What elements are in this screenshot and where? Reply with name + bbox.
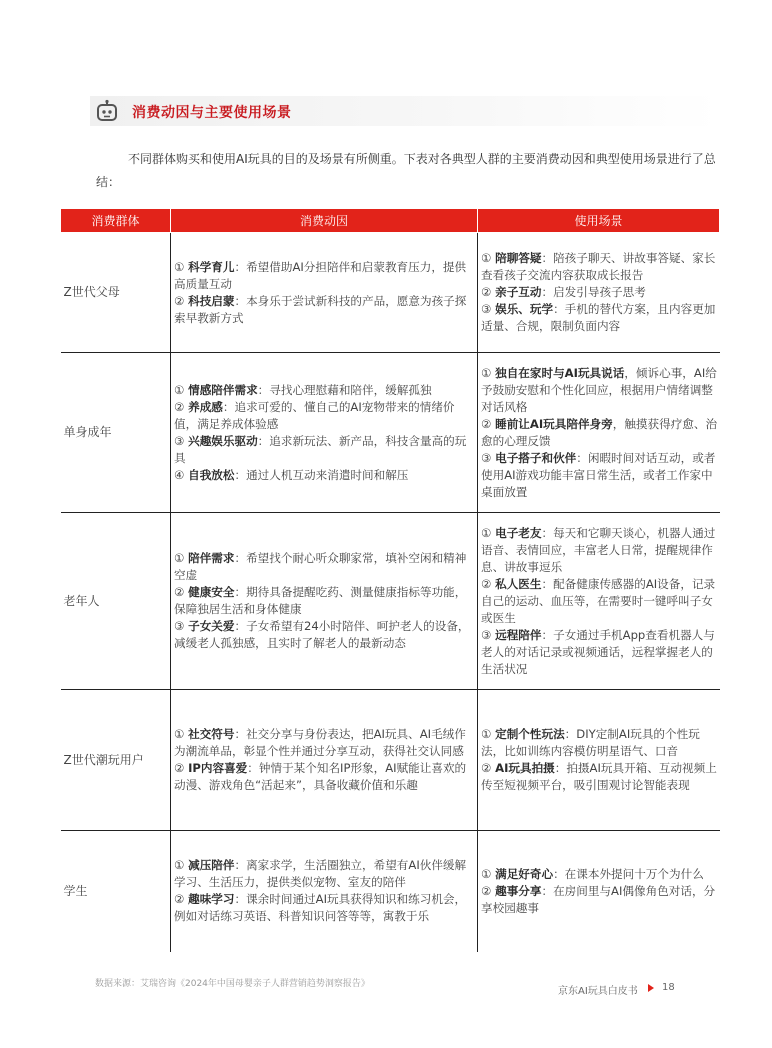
table-header-row [61, 209, 720, 233]
motive-scene-table [60, 208, 720, 952]
scene-item [481, 525, 718, 576]
item-number: ① [174, 259, 185, 274]
motive-item [174, 433, 475, 467]
motive-cell [171, 690, 478, 831]
item-title: 减压陪伴 [188, 858, 235, 873]
item-title: 远程陪伴 [495, 627, 542, 642]
motive-item [174, 550, 475, 584]
scene-cell [478, 353, 720, 513]
motive-item [174, 259, 475, 293]
section-header [90, 96, 720, 126]
scene-item [481, 627, 718, 678]
scene-item [481, 883, 718, 917]
item-text: ：手机的替代方案，且内容更加适量、合规，限制负面内容 [481, 302, 716, 333]
item-text: ，倾诉心事，AI给予鼓励安慰和个性化回应，根据用户情绪调整对话风格 [481, 365, 717, 414]
item-number: ② [174, 585, 185, 599]
group-cell: 单身成年 [61, 353, 171, 513]
item-text: ：拍摄AI玩具开箱、互动视频上传至短视频平台，吸引围观讨论智能表现 [481, 761, 717, 792]
motive-item [174, 891, 475, 925]
table-row [61, 353, 720, 513]
item-title: 自我放松 [188, 467, 235, 482]
motive-cell [171, 831, 478, 952]
group-cell: Z世代父母 [61, 233, 171, 353]
item-text: ：本身乐于尝试新科技的产品，愿意为孩子探索早教新方式 [174, 293, 467, 325]
scene-item [481, 866, 718, 883]
scene-item [481, 760, 718, 794]
play-arrow-icon [648, 984, 654, 992]
item-title: 趣事分享 [495, 883, 542, 898]
item-text: ：子女希望有24小时陪伴、呵护老人的设备，减缓老人孤独感，且实时了解老人的最新动态 [174, 619, 470, 650]
item-number: ② [481, 285, 492, 299]
item-text: ：子女通过手机App查看机器人与老人的对话记录或视频通话，远程掌握老人的生活状况 [481, 627, 715, 676]
item-title: AI玩具拍摄 [495, 761, 555, 775]
scene-item [481, 284, 718, 301]
item-text: ：离家求学，生活圈独立，希望有AI伙伴缓解学习、生活压力，提供类似宠物、室友的陪伴 [174, 858, 467, 890]
item-number: ④ [174, 467, 185, 482]
item-number: ① [481, 365, 492, 380]
item-text: ：社交分享与身份表达，把AI玩具、AI毛绒作为潮流单品，彰显个性并通过分享互动，获得社交认同感 [174, 727, 466, 758]
item-number: ① [174, 727, 185, 741]
item-number: ① [481, 525, 492, 540]
item-title: IP内容喜爱 [188, 761, 248, 775]
item-text: ：希望借助AI分担陪伴和启蒙教育压力，提供高质量互动 [174, 259, 467, 291]
item-number: ② [481, 416, 492, 431]
item-text: ：课余时间通过AI玩具获得知识和练习机会，例如对话练习英语、科普知识问答等等，寓教于乐 [174, 892, 467, 924]
section-title: 消费动因与主要使用场景 [132, 105, 292, 121]
item-text: ：通过人机互动来消遣时间和解压 [234, 467, 409, 482]
motive-item [174, 857, 475, 891]
scene-item [481, 726, 718, 760]
motive-cell [171, 233, 478, 353]
item-text: ：在房间里与AI偶像角色对话，分享校园趣事 [481, 883, 716, 915]
item-title: 定制个性玩法 [495, 727, 565, 741]
header-scene: 使用场景 [478, 209, 720, 233]
table-row [61, 690, 720, 831]
item-title: 电子搭子和伙伴 [495, 450, 577, 465]
item-number: ② [174, 892, 185, 907]
motive-item [174, 399, 475, 433]
item-number: ① [481, 727, 492, 741]
motive-cell [171, 353, 478, 513]
item-number: ② [174, 399, 185, 414]
motive-item [174, 467, 475, 484]
scene-cell [478, 513, 720, 690]
header-motive: 消费动因 [171, 209, 478, 233]
item-title: 趣味学习 [188, 892, 235, 907]
motive-cell [171, 513, 478, 690]
motive-item [174, 760, 475, 794]
motive-item [174, 382, 475, 399]
item-number: ③ [174, 433, 185, 448]
item-text: ：配备健康传感器的AI设备，记录自己的运动、血压等，在需要时一键呼叫子女或医生 [481, 576, 716, 625]
item-title: 陪聊答疑 [495, 251, 542, 265]
item-title: 健康安全 [188, 585, 235, 599]
group-cell: 学生 [61, 831, 171, 952]
item-text: ：闲暇时间对话互动，或者使用AI游戏功能丰富日常生活，或者工作家中桌面放置 [481, 450, 716, 499]
scene-item [481, 365, 718, 416]
item-number: ① [481, 251, 492, 265]
item-title: 科技启蒙 [188, 293, 235, 308]
scene-item [481, 450, 718, 501]
item-title: 私人医生 [495, 576, 542, 591]
item-text: ：希望找个耐心听众聊家常，填补空闲和精神空虚 [174, 551, 467, 582]
item-title: 满足好奇心 [495, 866, 554, 881]
item-title: 科学育儿 [188, 259, 235, 274]
group-cell: Z世代潮玩用户 [61, 690, 171, 831]
item-text: ：追求可爱的、懂自己的AI宠物带来的情绪价值，满足养成体验感 [174, 399, 455, 431]
item-text: ：陪孩子聊天、讲故事答疑、家长查看孩子交流内容获取成长报告 [481, 251, 716, 282]
item-title: 养成感 [188, 399, 223, 414]
motive-item [174, 726, 475, 760]
scene-item [481, 416, 718, 450]
item-text: ：DIY定制AI玩具的个性玩法，比如训练内容模仿明星语气、口音 [481, 727, 700, 758]
item-text: ：寻找心理慰藉和陪伴，缓解孤独 [257, 382, 432, 397]
item-number: ① [174, 858, 185, 873]
item-title: 娱乐、玩学 [495, 302, 554, 316]
item-title: 兴趣娱乐驱动 [188, 433, 258, 448]
table-row [61, 831, 720, 952]
intro-paragraph: 不同群体购买和使用AI玩具的目的及场景有所侧重。下表对各典型人群的主要消费动因和典型使用场景进行了总结： [96, 152, 716, 189]
item-title: 亲子互动 [495, 285, 542, 299]
motive-item [174, 293, 475, 327]
table-row [61, 233, 720, 353]
header-group: 消费群体 [61, 209, 171, 233]
item-number: ③ [174, 619, 185, 633]
scene-cell [478, 690, 720, 831]
scene-item [481, 301, 718, 335]
motive-item [174, 584, 475, 618]
item-number: ② [481, 883, 492, 898]
item-number: ② [481, 576, 492, 591]
item-number: ② [174, 293, 185, 308]
group-cell: 老年人 [61, 513, 171, 690]
item-text: ：追求新玩法、新产品，科技含量高的玩具 [174, 433, 467, 465]
data-source: 数据来源：艾瑞咨询《2024年中国母婴亲子人群营销趋势洞察报告》 [95, 979, 370, 989]
item-text: ：启发引导孩子思考 [541, 285, 646, 299]
item-text: ：钟情于某个知名IP形象，AI赋能让喜欢的动漫、游戏角色“活起来”，具备收藏价值和乐趣 [174, 761, 467, 792]
item-title: 社交符号 [188, 727, 235, 741]
item-title: 子女关爱 [188, 619, 235, 633]
item-text: ：在课本外提问十万个为什么 [553, 866, 704, 881]
scene-item [481, 250, 718, 284]
table-row [61, 513, 720, 690]
item-number: ③ [481, 302, 492, 316]
item-number: ② [481, 761, 492, 775]
motive-item [174, 618, 475, 652]
scene-item [481, 576, 718, 627]
item-number: ① [481, 866, 492, 881]
item-number: ③ [481, 450, 492, 465]
item-title: 电子老友 [495, 525, 542, 540]
robot-icon [95, 99, 119, 123]
document-title: 京东AI玩具白皮书 [558, 986, 638, 997]
page-number: 18 [662, 982, 675, 993]
item-title: 情感陪伴需求 [188, 382, 258, 397]
item-title: 睡前让AI玩具陪伴身旁 [495, 416, 613, 431]
item-number: ① [174, 551, 185, 565]
item-number: ② [174, 761, 185, 775]
item-text: ：期待具备提醒吃药、测量健康指标等功能，保障独居生活和身体健康 [174, 585, 467, 616]
scene-cell [478, 233, 720, 353]
item-title: 陪伴需求 [188, 551, 235, 565]
scene-cell [478, 831, 720, 952]
item-title: 独自在家时与AI玩具说话 [495, 365, 625, 380]
item-number: ③ [481, 627, 492, 642]
item-text: ：每天和它聊天谈心，机器人通过语音、表情回应，丰富老人日常，提醒规律作息、讲故事逗乐 [481, 525, 716, 574]
item-text: ，触摸获得疗愈、治愈的心理反馈 [481, 416, 718, 448]
item-number: ① [174, 382, 185, 397]
